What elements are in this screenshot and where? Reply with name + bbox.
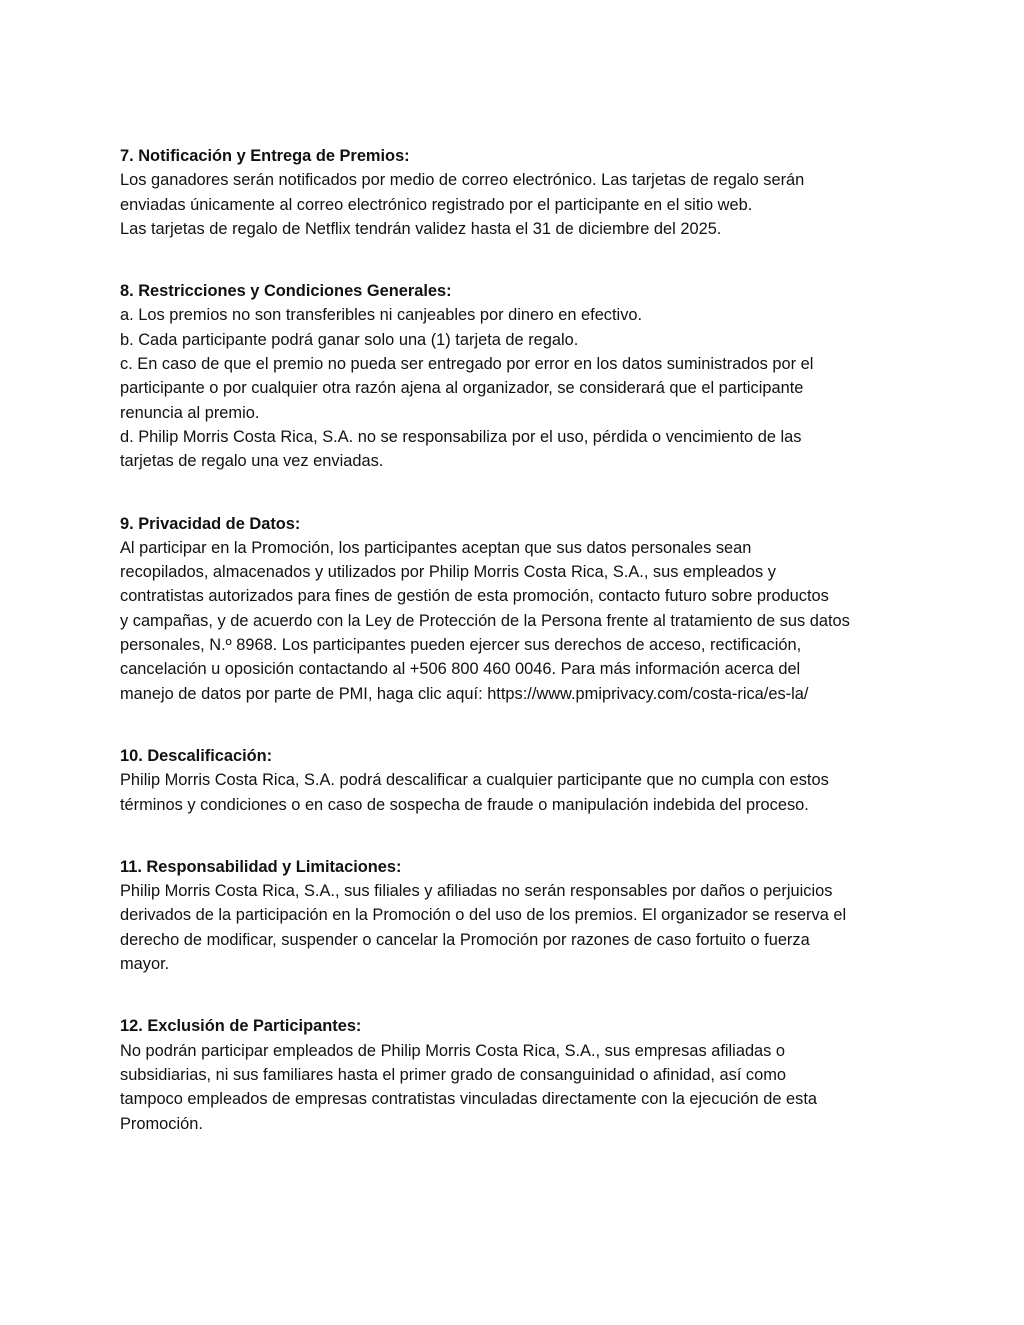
paragraph-line: derivados de la participación en la Promoción o del uso de los premios. El organizador se reserva el	[120, 906, 847, 925]
section-title: 7. Notificación y Entrega de Premios:	[120, 147, 410, 165]
section-title: 12. Exclusión de Participantes:	[120, 1017, 362, 1036]
section-responsabilidad	[120, 855, 910, 976]
paragraph-line: d. Philip Morris Costa Rica, S.A. no se responsabiliza por el uso, pérdida o vencimiento de las	[120, 427, 802, 446]
section-descalificacion	[120, 744, 910, 817]
paragraph-line: renuncia al premio.	[120, 403, 260, 422]
paragraph-line: No podrán participar empleados de Philip Morris Costa Rica, S.A., sus empresas afiliadas o	[120, 1041, 786, 1060]
paragraph-line: c. En caso de que el premio no pueda ser entregado por error en los datos suministrados por el	[120, 355, 814, 374]
paragraph-line: Al participar en la Promoción, los participantes aceptan que sus datos personales sean	[120, 538, 752, 557]
paragraph-line: Los ganadores serán notificados por medio de correo electrónico. Las tarjetas de regalo serán	[120, 171, 805, 190]
paragraph-line: enviadas únicamente al correo electrónico registrado por el participante en el sitio web.	[120, 195, 753, 214]
paragraph-line: Philip Morris Costa Rica, S.A. podrá descalificar a cualquier participante que no cumpla con estos	[120, 771, 829, 790]
paragraph-line: b. Cada participante podrá ganar solo una (1) tarjeta de regalo.	[120, 330, 579, 349]
section-restricciones	[120, 279, 910, 473]
paragraph-line: términos y condiciones o en caso de sospecha de fraude o manipulación indebida del proceso.	[120, 795, 809, 814]
paragraph-line: Las tarjetas de regalo de Netflix tendrán validez hasta el 31 de diciembre del 2025.	[120, 219, 722, 238]
paragraph-line: derecho de modificar, suspender o cancelar la Promoción por razones de caso fortuito o fuerza	[120, 930, 810, 949]
paragraph-line: subsidiarias, ni sus familiares hasta el primer grado de consanguinidad o afinidad, así como	[120, 1065, 787, 1084]
paragraph-line: a. Los premios no son transferibles ni canjeables por dinero en efectivo.	[120, 306, 643, 325]
paragraph-line: mayor.	[120, 955, 170, 974]
section-title: 9. Privacidad de Datos:	[120, 514, 301, 533]
section-title: 8. Restricciones y Condiciones Generales:	[120, 282, 452, 301]
document-page	[120, 144, 910, 1174]
paragraph-line: contratistas autorizados para fines de gestión de esta promoción, contacto futuro sobre productos	[120, 587, 829, 606]
paragraph-line: cancelación u oposición contactando al +506 800 460 0046. Para más información acerca del	[120, 660, 801, 679]
paragraph-line: tampoco empleados de empresas contratistas vinculadas directamente con la ejecución de esta	[120, 1090, 817, 1109]
section-privacidad	[120, 512, 910, 706]
section-exclusion	[120, 1014, 910, 1135]
paragraph-line: recopilados, almacenados y utilizados por Philip Morris Costa Rica, S.A., sus empleados y	[120, 563, 776, 582]
section-title: 11. Responsabilidad y Limitaciones:	[120, 857, 402, 876]
paragraph-line: tarjetas de regalo una vez enviadas.	[120, 452, 384, 471]
paragraph-line: personales, N.º 8968. Los participantes pueden ejercer sus derechos de acceso, rectificación,	[120, 636, 802, 655]
section-notificacion	[120, 144, 910, 241]
section-title: 10. Descalificación:	[120, 746, 273, 765]
paragraph-line: y campañas, y de acuerdo con la Ley de Protección de la Persona frente al tratamiento de sus datos	[120, 611, 850, 630]
paragraph-line: participante o por cualquier otra razón ajena al organizador, se considerará que el participante	[120, 379, 804, 398]
paragraph-line: Promoción.	[120, 1114, 203, 1133]
paragraph-line: Philip Morris Costa Rica, S.A., sus filiales y afiliadas no serán responsables por daños o perjuicios	[120, 882, 833, 901]
paragraph-line: manejo de datos por parte de PMI, haga clic aquí: https://www.pmiprivacy.com/costa-rica/es-la/	[120, 684, 809, 703]
